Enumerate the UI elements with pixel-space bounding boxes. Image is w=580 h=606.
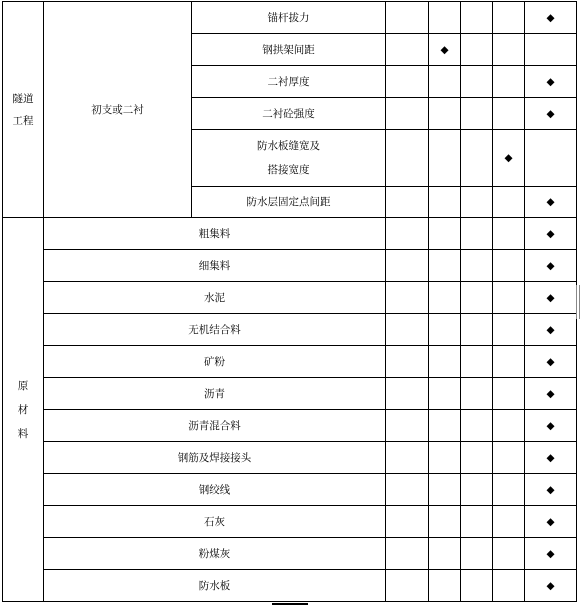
item-label: 搭接宽度 — [267, 164, 310, 176]
check-cell — [386, 506, 429, 538]
category-label: 原 — [17, 379, 29, 392]
diamond-mark: ◆ — [525, 314, 577, 346]
item-cell: 沥青 — [44, 378, 386, 410]
page-break-marker — [272, 603, 308, 605]
diamond-mark: ◆ — [525, 378, 577, 410]
check-cell — [386, 2, 429, 34]
item-cell: 钢拱架间距 — [192, 34, 386, 66]
check-cell — [461, 314, 493, 346]
check-cell — [386, 410, 429, 442]
item-cell: 沥青混合料 — [44, 410, 386, 442]
check-cell — [429, 314, 461, 346]
diamond-mark: ◆ — [525, 442, 577, 474]
check-cell — [493, 346, 525, 378]
item-cell: 二衬厚度 — [192, 66, 386, 98]
check-cell — [429, 282, 461, 314]
diamond-mark: ◆ — [525, 346, 577, 378]
check-cell — [386, 98, 429, 130]
check-cell — [429, 98, 461, 130]
check-cell — [386, 442, 429, 474]
diamond-mark: ◆ — [525, 218, 577, 250]
diamond-mark: ◆ — [525, 187, 577, 218]
check-cell — [493, 187, 525, 218]
check-cell — [429, 538, 461, 570]
inspection-table — [2, 1, 577, 602]
check-cell — [429, 506, 461, 538]
check-cell — [429, 2, 461, 34]
item-label: 防水板缝宽及 — [257, 140, 320, 152]
check-cell — [493, 250, 525, 282]
table-row — [3, 314, 577, 346]
diamond-mark: ◆ — [525, 66, 577, 98]
check-cell — [429, 66, 461, 98]
check-cell — [461, 346, 493, 378]
check-cell — [461, 130, 493, 187]
check-cell — [461, 570, 493, 602]
table-row — [3, 570, 577, 602]
check-cell — [461, 2, 493, 34]
check-cell — [493, 218, 525, 250]
check-cell — [525, 34, 577, 66]
check-cell — [429, 187, 461, 218]
item-cell: 石灰 — [44, 506, 386, 538]
check-cell — [493, 378, 525, 410]
check-cell — [386, 314, 429, 346]
diamond-mark: ◆ — [525, 250, 577, 282]
check-cell — [461, 282, 493, 314]
check-cell — [493, 34, 525, 66]
check-cell — [429, 130, 461, 187]
subcategory-cell: 初支或二衬 — [44, 2, 192, 218]
scrollbar-handle[interactable] — [576, 285, 580, 319]
check-cell — [493, 474, 525, 506]
diamond-mark: ◆ — [525, 538, 577, 570]
diamond-mark: ◆ — [525, 506, 577, 538]
check-cell — [429, 570, 461, 602]
check-cell — [429, 346, 461, 378]
check-cell — [493, 66, 525, 98]
check-cell — [386, 34, 429, 66]
check-cell — [461, 187, 493, 218]
check-cell — [461, 506, 493, 538]
table-row — [3, 410, 577, 442]
check-cell — [493, 442, 525, 474]
item-cell: 细集料 — [44, 250, 386, 282]
diamond-mark: ◆ — [525, 2, 577, 34]
check-cell — [429, 218, 461, 250]
check-cell — [386, 218, 429, 250]
check-cell — [386, 474, 429, 506]
check-cell — [461, 474, 493, 506]
check-cell — [386, 130, 429, 187]
category-cell-materials — [3, 218, 44, 602]
check-cell — [461, 378, 493, 410]
category-label: 材 — [17, 403, 29, 416]
check-cell — [429, 442, 461, 474]
table-row — [3, 250, 577, 282]
check-cell — [493, 98, 525, 130]
check-cell — [386, 538, 429, 570]
category-label: 隧道 — [12, 92, 34, 105]
check-cell — [429, 474, 461, 506]
check-cell — [493, 538, 525, 570]
item-cell: 钢绞线 — [44, 474, 386, 506]
check-cell — [493, 506, 525, 538]
table-row — [3, 538, 577, 570]
check-cell — [461, 250, 493, 282]
diamond-mark: ◆ — [493, 130, 525, 187]
check-cell — [493, 2, 525, 34]
table-row — [3, 346, 577, 378]
item-cell — [192, 130, 386, 187]
item-cell: 防水板 — [44, 570, 386, 602]
item-cell: 水泥 — [44, 282, 386, 314]
check-cell — [461, 98, 493, 130]
check-cell — [525, 130, 577, 187]
item-cell: 矿粉 — [44, 346, 386, 378]
check-cell — [386, 378, 429, 410]
item-cell: 无机结合料 — [44, 314, 386, 346]
check-cell — [429, 410, 461, 442]
check-cell — [493, 282, 525, 314]
item-cell: 粉煤灰 — [44, 538, 386, 570]
category-label: 料 — [17, 427, 29, 440]
item-cell: 二衬砼强度 — [192, 98, 386, 130]
check-cell — [386, 187, 429, 218]
table-row — [3, 474, 577, 506]
diamond-mark: ◆ — [525, 282, 577, 314]
diamond-mark: ◆ — [525, 98, 577, 130]
item-cell: 粗集料 — [44, 218, 386, 250]
category-label: 工程 — [12, 114, 34, 127]
table-row — [3, 218, 577, 250]
check-cell — [461, 66, 493, 98]
check-cell — [493, 570, 525, 602]
check-cell — [461, 34, 493, 66]
table-row — [3, 506, 577, 538]
table-row — [3, 378, 577, 410]
check-cell — [461, 218, 493, 250]
category-cell-tunnel — [3, 2, 44, 218]
check-cell — [386, 570, 429, 602]
item-cell: 锚杆拔力 — [192, 2, 386, 34]
table-row — [3, 442, 577, 474]
check-cell — [386, 346, 429, 378]
check-cell — [386, 250, 429, 282]
diamond-mark: ◆ — [525, 570, 577, 602]
check-cell — [461, 410, 493, 442]
check-cell — [493, 410, 525, 442]
check-cell — [386, 282, 429, 314]
diamond-mark: ◆ — [525, 474, 577, 506]
check-cell — [386, 66, 429, 98]
table-row — [3, 282, 577, 314]
check-cell — [461, 442, 493, 474]
diamond-mark: ◆ — [525, 410, 577, 442]
item-cell: 防水层固定点间距 — [192, 187, 386, 218]
item-cell: 钢筋及焊接接头 — [44, 442, 386, 474]
check-cell — [429, 250, 461, 282]
check-cell — [461, 538, 493, 570]
table-row — [3, 2, 577, 34]
diamond-mark: ◆ — [429, 34, 461, 66]
check-cell — [493, 314, 525, 346]
check-cell — [429, 378, 461, 410]
